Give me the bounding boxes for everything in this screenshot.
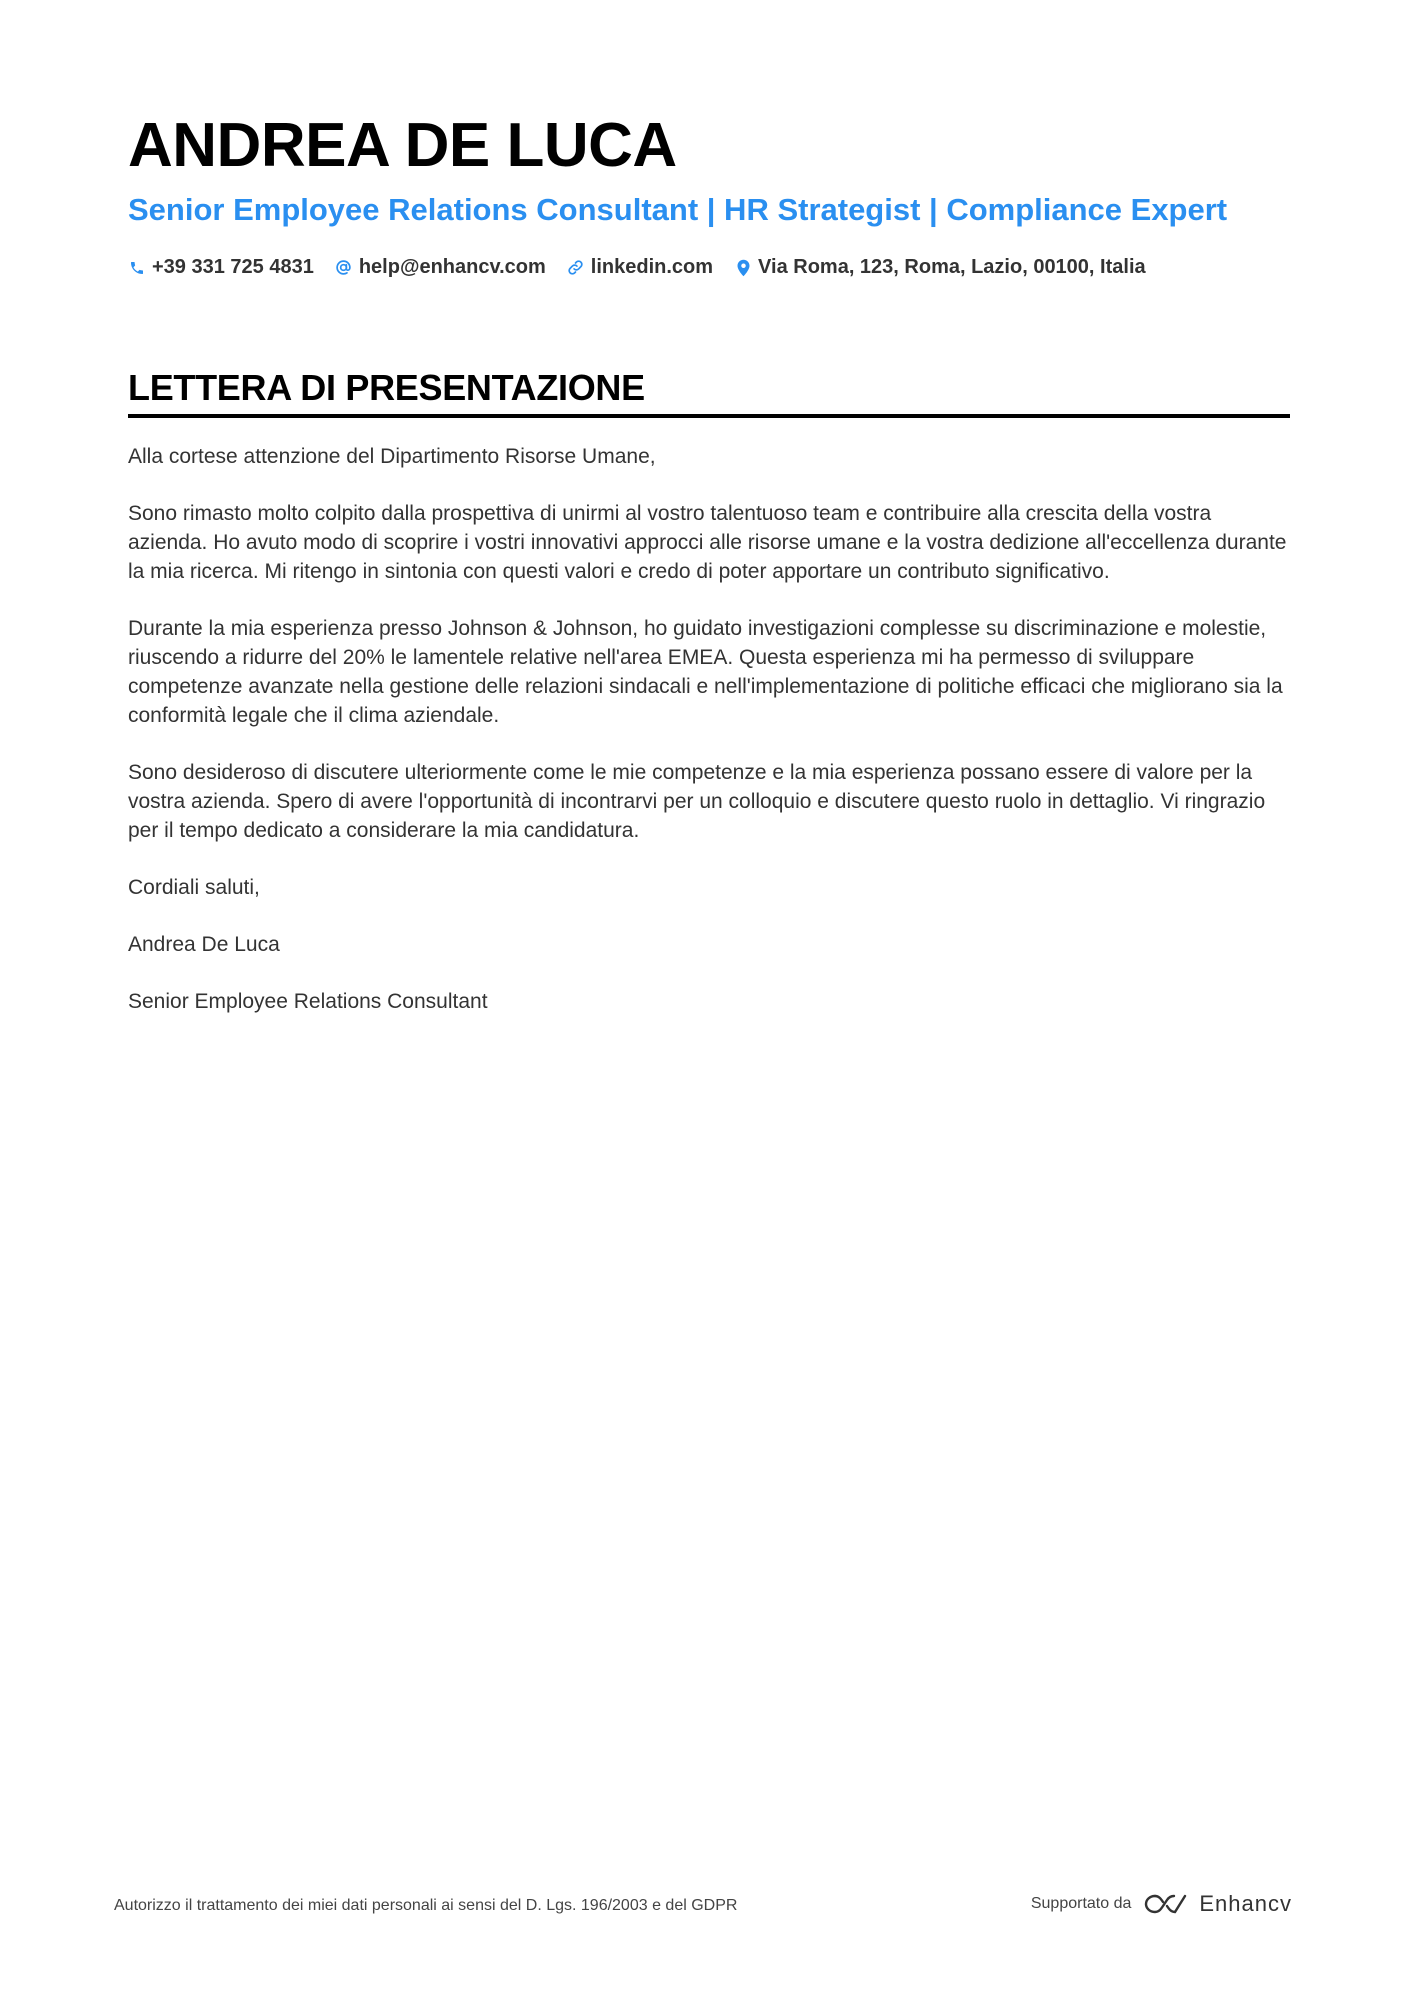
- letter-body: [128, 442, 1290, 1016]
- at-icon: [335, 259, 353, 277]
- candidate-tagline: Senior Employee Relations Consultant | HR Strategist | Compliance Expert: [128, 192, 1228, 227]
- letter-signature-name: Andrea De Luca: [128, 933, 280, 956]
- letter-paragraph: Durante la mia esperienza presso Johnson & Johnson, ho guidato investigazioni complesse su discriminazione e molestie, riuscendo a ridurre del 20% le lamentele relative nell'area EMEA. Questa esperienza mi ha permesso di sviluppare competenze avanzate nella gestione delle relazioni sindacali e nell'implementazione di politiche efficaci che migliorano sia la conformità legale che il clima aziendale.: [128, 617, 1283, 727]
- contact-info: [128, 256, 1288, 279]
- enhancv-logo-icon: [1143, 1892, 1189, 1916]
- footer: [114, 1891, 1292, 1923]
- phone-icon: [128, 259, 146, 277]
- cover-letter-section: [128, 366, 1290, 1044]
- contact-address: [734, 256, 1146, 279]
- phone-text: +39 331 725 4831: [152, 256, 314, 278]
- contact-phone: [128, 256, 314, 279]
- address-text: Via Roma, 123, Roma, Lazio, 00100, Italia: [758, 256, 1146, 278]
- letter-closing: Cordiali saluti,: [128, 876, 260, 899]
- link-icon: [567, 259, 585, 277]
- section-title: LETTERA DI PRESENTAZIONE: [128, 366, 1290, 418]
- contact-email[interactable]: [335, 256, 546, 279]
- letter-salutation: Alla cortese attenzione del Dipartimento Risorse Umane,: [128, 445, 656, 468]
- brand-name: Enhancv: [1199, 1891, 1292, 1916]
- linkedin-text[interactable]: linkedin.com: [590, 256, 714, 278]
- letter-signature-title: Senior Employee Relations Consultant: [128, 990, 488, 1013]
- letter-paragraph: Sono rimasto molto colpito dalla prospettiva di unirmi al vostro talentuoso team e contribuire alla crescita della vostra azienda. Ho avuto modo di scoprire i vostri innovativi approcci alle risorse umane e la vostra dedizione all'eccellenza durante la mia ricerca. Mi ritengo in sintonia con questi valori e credo di poter apportare un contributo significativo.: [128, 502, 1287, 583]
- location-pin-icon: [734, 259, 752, 277]
- candidate-name: ANDREA DE LUCA: [128, 111, 677, 180]
- powered-label: Supportato da: [1030, 1895, 1132, 1912]
- email-text[interactable]: help@enhancv.com: [358, 256, 546, 278]
- contact-linkedin[interactable]: [567, 256, 713, 279]
- powered-by[interactable]: [1031, 1891, 1292, 1917]
- header: [128, 108, 1288, 279]
- privacy-consent: Autorizzo il trattamento dei miei dati personali ai sensi del D. Lgs. 196/2003 e del GDPR: [114, 1897, 738, 1914]
- letter-paragraph: Sono desideroso di discutere ulteriormente come le mie competenze e la mia esperienza possano essere di valore per la vostra azienda. Spero di avere l'opportunità di incontrarvi per un colloquio e discutere questo ruolo in dettaglio. Vi ringrazio per il tempo dedicato a considerare la mia candidatura.: [128, 761, 1266, 842]
